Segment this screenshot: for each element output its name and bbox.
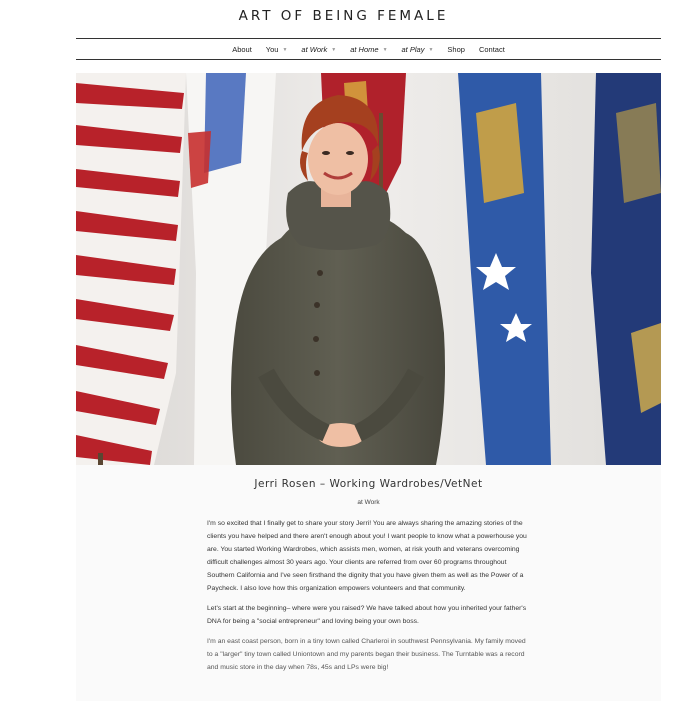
nav-item-label: About — [232, 45, 252, 54]
chevron-down-icon[interactable]: ▼ — [282, 46, 288, 53]
nav-item-shop[interactable] — [440, 45, 472, 54]
chevron-down-icon[interactable]: ▼ — [428, 46, 434, 53]
hero-image — [76, 73, 661, 465]
chevron-down-icon[interactable]: ▼ — [331, 46, 337, 53]
post-category[interactable]: at Work — [357, 499, 380, 506]
nav-item-at-home[interactable] — [343, 45, 394, 54]
post-body — [207, 517, 533, 681]
nav-item-at-work[interactable] — [294, 45, 343, 54]
nav-item-at-play[interactable] — [395, 45, 441, 54]
chevron-down-icon[interactable]: ▼ — [382, 46, 388, 53]
post-paragraph: I'm an east coast person, born in a tiny town called Charleroi in southwest Pennsylvania. My family moved to a "larger" tiny town called Uniontown and my parents began their business. The Turntable was a record and music store in the day when 78s, 45s and LPs were big! — [207, 638, 526, 671]
nav-item-label: Contact — [478, 45, 505, 54]
nav-item-label: at Work — [301, 45, 328, 54]
header-rule-bottom — [76, 59, 661, 60]
main-navigation — [76, 40, 661, 59]
nav-item-label: at Home — [350, 45, 379, 54]
navy-flag — [591, 73, 661, 465]
site-title[interactable]: ART OF BEING FEMALE — [238, 8, 449, 24]
nav-item-about[interactable] — [225, 45, 259, 54]
post-paragraph: I'm so excited that I finally get to share your story Jerri! You are always sharing the amazing stories of the clients you have helped and there aren't enough about you! I want people to know what a powerhouse you are. You started Working Wardrobes, which assists men, women, at risk youth and veterans overcoming difficult challenges almost 30 years ago. Your clients are referred from over 60 programs throughout Southern California and I've seen firsthand the dignity that you have given them as well as the Power of a Paycheck. I also love how this organization empowers volunteers and that community. — [207, 520, 527, 592]
nav-item-label: at Play — [401, 45, 425, 54]
nav-item-label: Shop — [447, 45, 465, 54]
nav-item-label: You — [265, 45, 279, 54]
hero-photo — [76, 73, 661, 465]
post-paragraph: Let's start at the beginning– where were you raised? We have talked about how you inherited your father's DNA for being a "social entrepreneur" and loving being your own boss. — [207, 605, 527, 625]
nav-item-you[interactable] — [259, 45, 295, 54]
post-title[interactable]: Jerri Rosen – Working Wardrobes/VetNet — [254, 478, 483, 490]
nav-item-contact[interactable] — [472, 45, 512, 54]
header-rule-top — [76, 38, 661, 39]
